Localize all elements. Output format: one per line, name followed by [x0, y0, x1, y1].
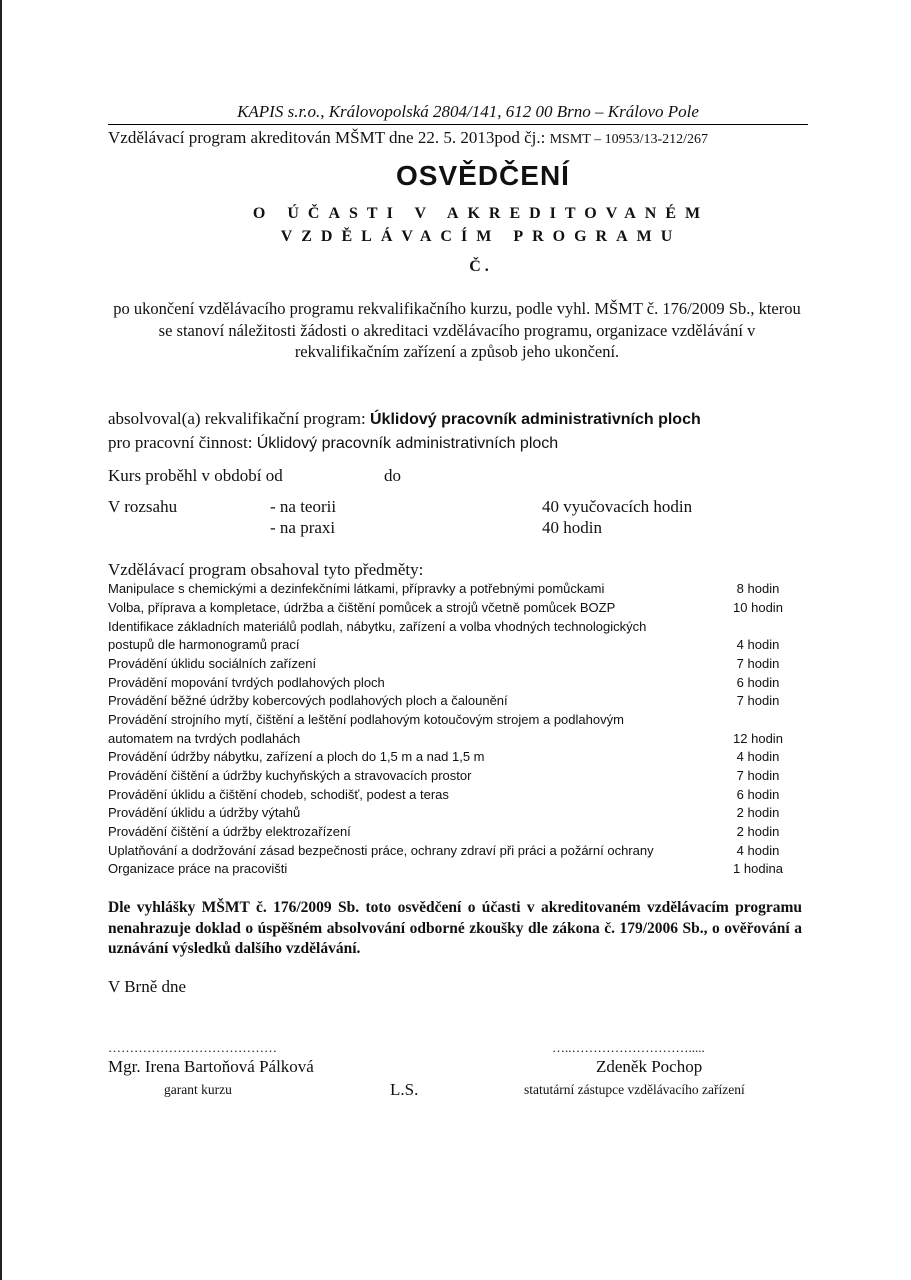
- occupation-line: [108, 433, 558, 453]
- subject-hours: 10 hodin: [733, 600, 783, 615]
- graduate-line: [108, 409, 701, 429]
- subject-hours: 2 hodin: [736, 805, 780, 820]
- graduate-label: absolvoval(a) rekvalifikační program:: [108, 409, 366, 428]
- legal-notice: Dle vyhlášky MŠMT č. 176/2009 Sb. toto osvědčení o účasti v akreditovaném vzdělávacím programu nenahrazuje doklad o úspěšném absolvování odborné zkoušky dle zákona č. 179/2006 Sb., o ověřování a uznávání výsledků dalšího vzdělávání.: [108, 899, 802, 957]
- subject-name: automatem na tvrdých podlahách: [108, 731, 301, 746]
- subject-hours: 7 hodin: [736, 656, 780, 671]
- certificate-subtitle-line1: O ÚČASTI V AKREDITOVANÉM: [252, 205, 710, 222]
- subject-hours: 6 hodin: [736, 675, 780, 690]
- stamp-placeholder: L.S.: [390, 1080, 419, 1099]
- subjects-heading: Vzdělávací program obsahoval tyto předměty:: [108, 560, 424, 579]
- subject-name: Provádění úklidu a údržby výtahů: [108, 805, 301, 820]
- intro-paragraph: po ukončení vzdělávacího programu rekvalifikačního kurzu, podle vyhl. MŠMT č. 176/2009 Sb., kterou se stanoví náležitosti žádosti o akreditaci vzdělávacího programu, organizace vzdělávání v rekvalifikačním zařízení a způsob jeho ukončení.: [113, 299, 801, 361]
- occupation-value: Úklidový pracovník administrativních ploch: [256, 435, 559, 452]
- header-rule: [108, 124, 808, 125]
- accreditation-text: Vzdělávací program akreditován MŠMT dne 22. 5. 2013pod čj.:: [108, 128, 546, 147]
- scope-label: V rozsahu: [108, 497, 178, 516]
- certificate-number-label: Č.: [469, 258, 493, 275]
- subject-hours: 6 hodin: [736, 787, 780, 802]
- subject-name: Provádění údržby nábytku, zařízení a ploch do 1,5 m a nad 1,5 m: [108, 749, 485, 764]
- subject-name: postupů dle harmonogramů prací: [108, 637, 300, 652]
- occupation-label: pro pracovní činnost:: [108, 433, 253, 452]
- subject-hours: 7 hodin: [736, 768, 780, 783]
- company-header: KAPIS s.r.o., Královopolská 2804/141, 612 00 Brno – Královo Pole: [237, 102, 699, 121]
- accreditation-line: [108, 128, 708, 148]
- scope-theory-value: 40 vyučovacích hodin: [542, 497, 693, 516]
- subject-hours: 4 hodin: [736, 843, 780, 858]
- subject-hours: 7 hodin: [736, 693, 780, 708]
- period-to-label: do: [384, 466, 401, 485]
- scope-theory-label: - na teorii: [270, 497, 337, 516]
- subject-hours: 4 hodin: [736, 749, 780, 764]
- subject-name: Organizace práce na pracovišti: [108, 861, 288, 876]
- subject-hours: 4 hodin: [736, 637, 780, 652]
- subject-hours: 12 hodin: [733, 731, 783, 746]
- right-signatory-name: Zdeněk Pochop: [596, 1057, 703, 1076]
- subject-hours: 2 hodin: [736, 824, 780, 839]
- subject-name: Manipulace s chemickými a dezinfekčními látkami, přípravky a potřebnými pomůckami: [108, 581, 605, 596]
- subject-name: Provádění čištění a údržby kuchyňských a stravovacích prostor: [108, 768, 472, 783]
- place-date-label: V Brně dne: [108, 977, 187, 996]
- subject-name: Uplatňování a dodržování zásad bezpečnosti práce, ochrany zdraví při práci a požární ochrany: [108, 843, 654, 858]
- program-name: Úklidový pracovník administrativních ploch: [369, 411, 701, 428]
- period-label: Kurs proběhl v období od: [108, 466, 283, 485]
- subject-name: Volba, příprava a kompletace, údržba a čištění pomůcek a strojů včetně pomůcek BOZP: [108, 600, 616, 615]
- left-signature-line: …………………………………: [108, 1040, 277, 1055]
- subject-name: Provádění úklidu a čištění chodeb, schodišť, podest a teras: [108, 787, 449, 802]
- subject-name: Identifikace základních materiálů podlah, nábytku, zařízení a volba vhodných technologických: [108, 619, 647, 634]
- certificate-title: OSVĚDČENÍ: [396, 160, 570, 191]
- accreditation-reference: MSMT – 10953/13-212/267: [549, 132, 709, 147]
- subject-hours: 1 hodina: [733, 861, 783, 876]
- subject-name: Provádění mopování tvrdých podlahových ploch: [108, 675, 385, 690]
- left-signatory-role: garant kurzu: [164, 1082, 232, 1097]
- left-signatory-name: Mgr. Irena Bartoňová Pálková: [108, 1057, 314, 1076]
- right-signature-line: …..……………………….....: [552, 1040, 705, 1055]
- page-left-border: [0, 0, 2, 1280]
- right-signatory-role: statutární zástupce vzdělávacího zařízení: [524, 1082, 745, 1097]
- subject-name: Provádění čištění a údržby elektrozařízení: [108, 824, 351, 839]
- subject-name: Provádění strojního mytí, čištění a leštění podlahovým kotoučovým strojem a podlahovým: [108, 712, 624, 727]
- subject-name: Provádění běžné údržby kobercových podlahových ploch a čalounění: [108, 693, 508, 708]
- subject-hours: 8 hodin: [736, 581, 780, 596]
- certificate-subtitle-line2: VZDĚLÁVACÍM PROGRAMU: [280, 228, 682, 245]
- subject-name: Provádění úklidu sociálních zařízení: [108, 656, 317, 671]
- scope-practice-value: 40 hodin: [542, 518, 602, 537]
- scope-practice-label: - na praxi: [270, 518, 336, 537]
